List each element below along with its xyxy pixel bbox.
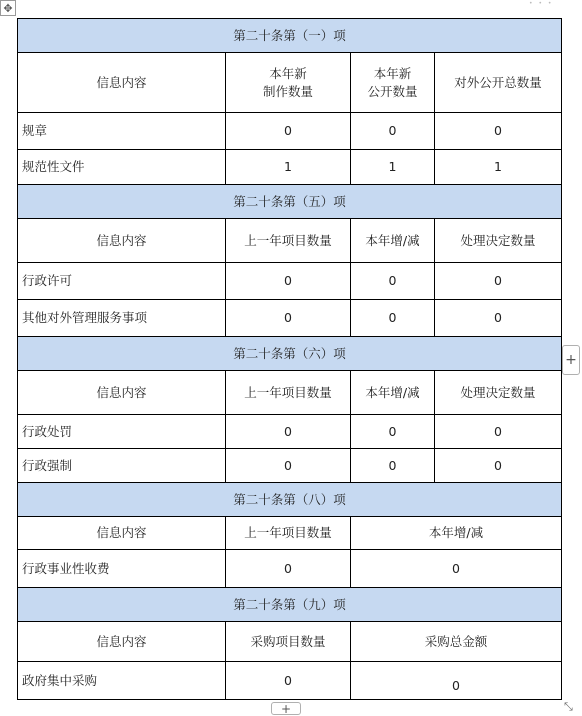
column-header[interactable]: 信息内容 bbox=[18, 622, 226, 662]
column-header-line: 本年新 制作数量 bbox=[262, 65, 313, 99]
column-header[interactable]: 对外公开总数量 bbox=[435, 53, 562, 113]
column-header[interactable]: 信息内容 bbox=[18, 517, 226, 550]
table-row bbox=[18, 662, 562, 700]
column-header-line: 本年新 公开数量 bbox=[367, 65, 418, 99]
column-header[interactable]: 处理决定数量 bbox=[435, 371, 562, 415]
column-header-row bbox=[18, 219, 562, 263]
section-title[interactable]: 第二十条第（一）项 bbox=[18, 19, 562, 53]
cell-value[interactable]: 0 bbox=[435, 449, 562, 483]
column-header[interactable]: 本年增/减 bbox=[351, 371, 435, 415]
table-row bbox=[18, 150, 562, 185]
section-header-row bbox=[18, 483, 562, 517]
section-title[interactable]: 第二十条第（九）项 bbox=[18, 588, 562, 622]
column-header[interactable]: 上一年项目数量 bbox=[226, 517, 351, 550]
table-row bbox=[18, 449, 562, 483]
table-row bbox=[18, 300, 562, 337]
column-header[interactable]: 信息内容 bbox=[18, 53, 226, 113]
column-header[interactable]: 上一年项目数量 bbox=[226, 219, 351, 263]
column-header-row bbox=[18, 517, 562, 550]
cell-value[interactable]: 0 bbox=[226, 449, 351, 483]
column-header-row bbox=[18, 53, 562, 113]
section-title[interactable]: 第二十条第（八）项 bbox=[18, 483, 562, 517]
column-header[interactable]: 采购总金额 bbox=[351, 622, 562, 662]
cell-value[interactable]: 0 bbox=[351, 662, 562, 700]
cell-value[interactable]: 0 bbox=[226, 550, 351, 588]
cell-value[interactable]: 0 bbox=[351, 449, 435, 483]
column-header[interactable]: 信息内容 bbox=[18, 219, 226, 263]
cell-value[interactable]: 0 bbox=[226, 263, 351, 300]
cell-value[interactable]: 0 bbox=[351, 550, 562, 588]
column-header[interactable] bbox=[226, 53, 351, 113]
section-header-row bbox=[18, 337, 562, 371]
page-corner-marks: • • • bbox=[529, 0, 554, 7]
column-header-row bbox=[18, 622, 562, 662]
section-header-row bbox=[18, 185, 562, 219]
resize-icon[interactable]: ⤡ bbox=[564, 700, 573, 713]
table-row bbox=[18, 550, 562, 588]
row-label[interactable]: 行政处罚 bbox=[18, 415, 226, 449]
column-header[interactable]: 本年增/减 bbox=[351, 219, 435, 263]
cell-value[interactable]: 0 bbox=[435, 415, 562, 449]
section-header-row bbox=[18, 19, 562, 53]
add-column-button[interactable] bbox=[562, 345, 580, 375]
section-title[interactable]: 第二十条第（六）项 bbox=[18, 337, 562, 371]
column-header[interactable] bbox=[351, 53, 435, 113]
cell-value[interactable]: 0 bbox=[351, 300, 435, 337]
cell-value[interactable]: 0 bbox=[226, 113, 351, 150]
cell-value[interactable]: 0 bbox=[435, 263, 562, 300]
cell-value[interactable]: 1 bbox=[226, 150, 351, 185]
plus-icon: + bbox=[280, 701, 292, 716]
cell-value[interactable]: 0 bbox=[226, 662, 351, 700]
move-icon[interactable]: ✥ bbox=[0, 0, 16, 16]
cell-value[interactable]: 0 bbox=[226, 415, 351, 449]
column-header-row bbox=[18, 371, 562, 415]
column-header[interactable]: 采购项目数量 bbox=[226, 622, 351, 662]
cell-value[interactable]: 0 bbox=[435, 113, 562, 150]
column-header[interactable]: 处理决定数量 bbox=[435, 219, 562, 263]
row-label[interactable]: 政府集中采购 bbox=[18, 662, 226, 700]
cell-value[interactable]: 0 bbox=[226, 300, 351, 337]
column-header[interactable]: 上一年项目数量 bbox=[226, 371, 351, 415]
column-header[interactable]: 本年增/减 bbox=[351, 517, 562, 550]
cell-value[interactable]: 0 bbox=[351, 113, 435, 150]
column-header[interactable]: 信息内容 bbox=[18, 371, 226, 415]
row-label[interactable]: 行政事业性收费 bbox=[18, 550, 226, 588]
row-label[interactable]: 行政强制 bbox=[18, 449, 226, 483]
table-row bbox=[18, 415, 562, 449]
row-label[interactable]: 规章 bbox=[18, 113, 226, 150]
cell-value[interactable]: 0 bbox=[351, 415, 435, 449]
cell-value[interactable]: 1 bbox=[351, 150, 435, 185]
plus-icon: + bbox=[565, 352, 577, 368]
add-row-button[interactable] bbox=[271, 702, 301, 715]
cell-value[interactable]: 0 bbox=[435, 300, 562, 337]
section-title[interactable]: 第二十条第（五）项 bbox=[18, 185, 562, 219]
table-row bbox=[18, 113, 562, 150]
row-label[interactable]: 规范性文件 bbox=[18, 150, 226, 185]
row-label[interactable]: 行政许可 bbox=[18, 263, 226, 300]
cell-value[interactable]: 0 bbox=[351, 263, 435, 300]
row-label[interactable]: 其他对外管理服务事项 bbox=[18, 300, 226, 337]
table-row bbox=[18, 263, 562, 300]
cell-value[interactable]: 1 bbox=[435, 150, 562, 185]
disclosure-table bbox=[17, 18, 562, 700]
section-header-row bbox=[18, 588, 562, 622]
